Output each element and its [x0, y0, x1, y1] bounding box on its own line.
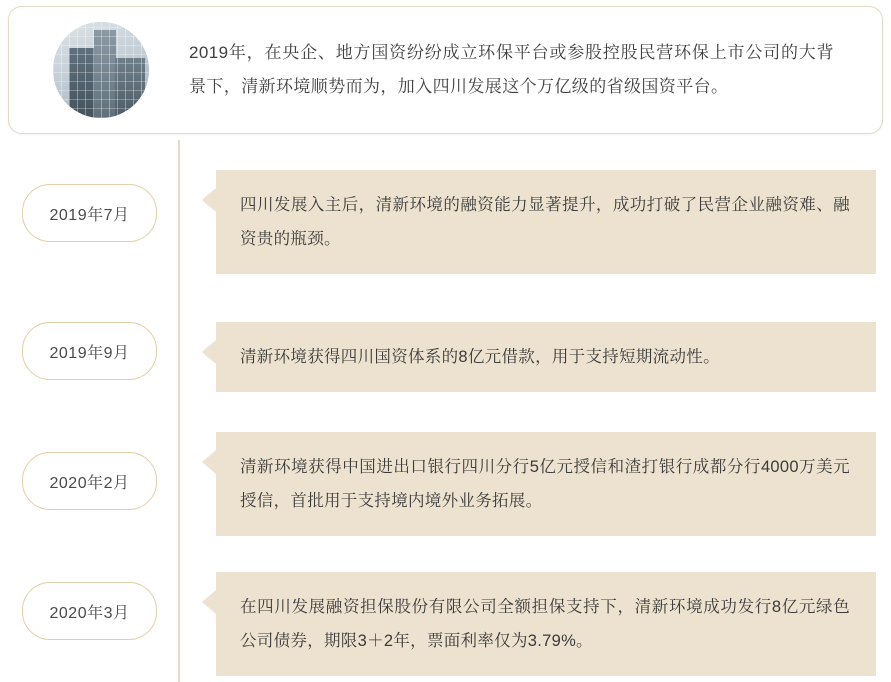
timeline-event-text: 清新环境获得中国进出口银行四川分行5亿元授信和渣打银行成都分行4000万美元授信，首批用于支持境内境外业务拓展。 [216, 432, 876, 536]
timeline-axis [178, 140, 180, 682]
city-buildings-photo [53, 22, 149, 118]
photo-window-grid [53, 22, 149, 118]
timeline-date-badge: 2020年2月 [22, 452, 157, 510]
timeline-event-text: 清新环境获得四川国资体系的8亿元借款，用于支持短期流动性。 [216, 322, 876, 392]
timeline-date-badge: 2020年3月 [22, 582, 157, 640]
intro-card [8, 6, 883, 134]
timeline [0, 140, 891, 682]
timeline-event-text: 四川发展入主后，清新环境的融资能力显著提升，成功打破了民营企业融资难、融资贵的瓶颈。 [216, 170, 876, 274]
timeline-date-badge: 2019年7月 [22, 184, 157, 242]
timeline-event-text: 在四川发展融资担保股份有限公司全额担保支持下，清新环境成功发行8亿元绿色公司债券，期限3＋2年，票面利率仅为3.79%。 [216, 572, 876, 676]
timeline-date-badge: 2019年9月 [22, 322, 157, 380]
intro-paragraph: 2019年，在央企、地方国资纷纷成立环保平台或参股控股民营环保上市公司的大背景下，清新环境顺势而为，加入四川发展这个万亿级的省级国资平台。 [189, 43, 834, 96]
